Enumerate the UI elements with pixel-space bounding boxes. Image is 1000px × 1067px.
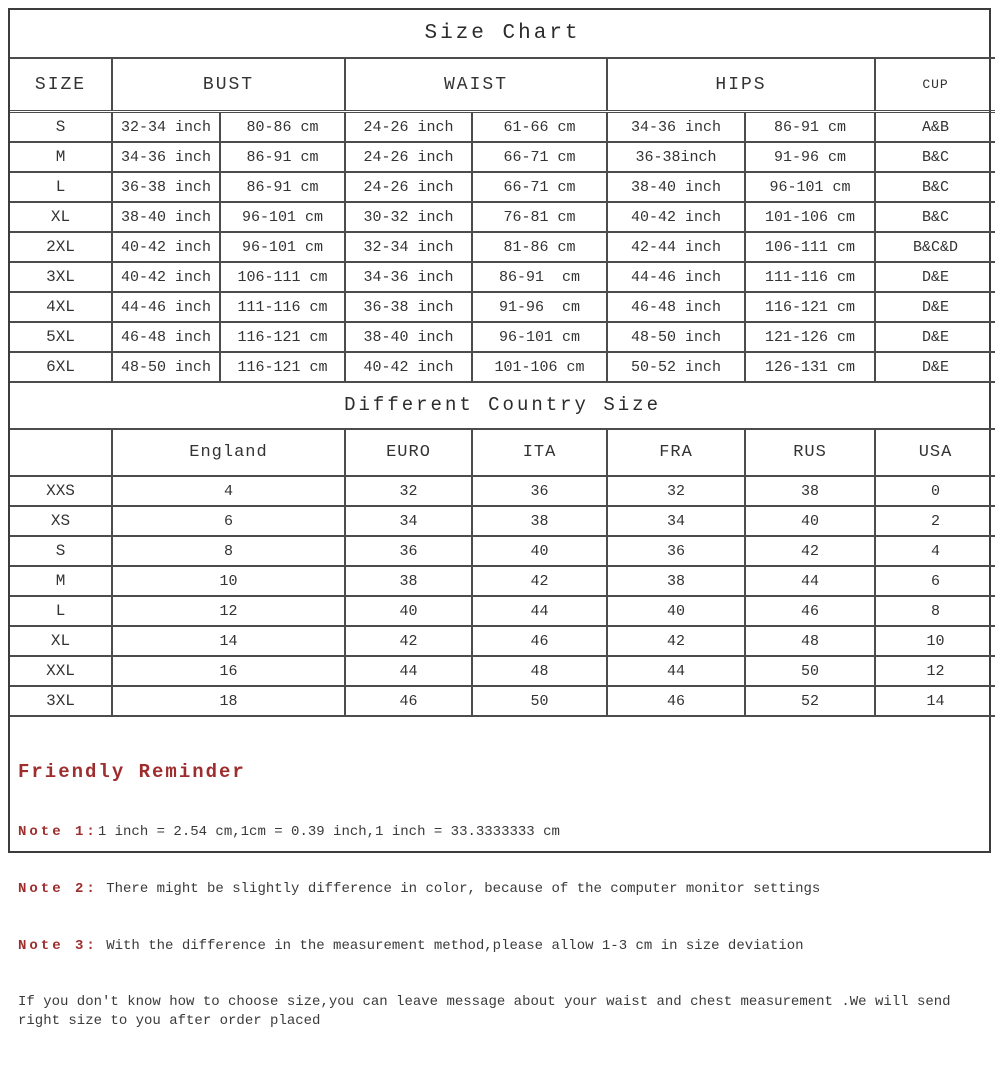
hips-cm-cell: 86-91 cm <box>745 112 875 143</box>
hips-cm-cell: 91-96 cm <box>745 142 875 172</box>
note-3 <box>18 936 979 957</box>
usa-cell: 4 <box>875 536 995 566</box>
waist-cm-cell: 101-106 cm <box>472 352 607 382</box>
table-row <box>10 626 995 656</box>
size-cell: XS <box>10 506 112 536</box>
hips-cm-cell: 111-116 cm <box>745 262 875 292</box>
england-cell: 18 <box>112 686 345 716</box>
hips-inch-cell: 42-44 inch <box>607 232 745 262</box>
bust-inch-cell: 38-40 inch <box>112 202 220 232</box>
size-cell: 3XL <box>10 686 112 716</box>
ita-cell: 42 <box>472 566 607 596</box>
rus-cell: 52 <box>745 686 875 716</box>
fra-cell: 36 <box>607 536 745 566</box>
size-cell: 2XL <box>10 232 112 262</box>
fra-cell: 38 <box>607 566 745 596</box>
rus-cell: 46 <box>745 596 875 626</box>
size-cell: 6XL <box>10 352 112 382</box>
waist-inch-cell: 24-26 inch <box>345 112 472 143</box>
header-euro: EURO <box>345 429 472 476</box>
table-row <box>10 322 995 352</box>
size-cell: 4XL <box>10 292 112 322</box>
cup-cell: B&C <box>875 202 995 232</box>
size-cell: L <box>10 596 112 626</box>
hips-inch-cell: 50-52 inch <box>607 352 745 382</box>
usa-cell: 12 <box>875 656 995 686</box>
bust-inch-cell: 32-34 inch <box>112 112 220 143</box>
waist-inch-cell: 24-26 inch <box>345 142 472 172</box>
table-row <box>10 566 995 596</box>
note-1-label: Note 1: <box>18 824 98 840</box>
fra-cell: 34 <box>607 506 745 536</box>
hips-cm-cell: 126-131 cm <box>745 352 875 382</box>
fra-cell: 40 <box>607 596 745 626</box>
table-row <box>10 232 995 262</box>
waist-inch-cell: 34-36 inch <box>345 262 472 292</box>
usa-cell: 0 <box>875 476 995 506</box>
england-cell: 16 <box>112 656 345 686</box>
ita-cell: 40 <box>472 536 607 566</box>
fra-cell: 44 <box>607 656 745 686</box>
euro-cell: 34 <box>345 506 472 536</box>
note-3-text: With the difference in the measurement method,please allow 1-3 cm in size deviation <box>97 938 804 954</box>
waist-inch-cell: 32-34 inch <box>345 232 472 262</box>
header-bust: BUST <box>112 58 345 112</box>
euro-cell: 46 <box>345 686 472 716</box>
usa-cell: 10 <box>875 626 995 656</box>
euro-cell: 42 <box>345 626 472 656</box>
note-3-label: Note 3: <box>18 938 98 954</box>
rus-cell: 40 <box>745 506 875 536</box>
size-chart-title: Size Chart <box>10 10 995 58</box>
size-cell: XXS <box>10 476 112 506</box>
size-cell: M <box>10 142 112 172</box>
table-row <box>10 172 995 202</box>
euro-cell: 36 <box>345 536 472 566</box>
size-cell: XL <box>10 202 112 232</box>
england-cell: 4 <box>112 476 345 506</box>
header-hips: HIPS <box>607 58 875 112</box>
notes-section <box>10 717 989 1067</box>
size-cell: S <box>10 536 112 566</box>
bust-cm-cell: 86-91 cm <box>220 172 345 202</box>
rus-cell: 50 <box>745 656 875 686</box>
hips-inch-cell: 36-38inch <box>607 142 745 172</box>
header-size: SIZE <box>10 58 112 112</box>
fra-cell: 46 <box>607 686 745 716</box>
bust-inch-cell: 40-42 inch <box>112 232 220 262</box>
usa-cell: 8 <box>875 596 995 626</box>
header-waist: WAIST <box>345 58 607 112</box>
country-size-table <box>10 381 995 717</box>
fra-cell: 42 <box>607 626 745 656</box>
country-size-title-row <box>10 381 995 429</box>
note-footer: If you don't know how to choose size,you can leave message about your waist and chest measurement .We will send right size to you after order placed <box>18 994 959 1029</box>
header-cup: CUP <box>875 58 995 112</box>
hips-inch-cell: 46-48 inch <box>607 292 745 322</box>
ita-cell: 44 <box>472 596 607 626</box>
friendly-reminder-heading: Friendly Reminder <box>18 761 246 783</box>
ita-cell: 38 <box>472 506 607 536</box>
waist-cm-cell: 86-91 cm <box>472 262 607 292</box>
hips-inch-cell: 40-42 inch <box>607 202 745 232</box>
table-row <box>10 142 995 172</box>
waist-cm-cell: 61-66 cm <box>472 112 607 143</box>
england-cell: 8 <box>112 536 345 566</box>
table-row <box>10 686 995 716</box>
table-row <box>10 352 995 382</box>
england-cell: 12 <box>112 596 345 626</box>
country-header-row <box>10 429 995 476</box>
note-2 <box>18 879 979 900</box>
cup-cell: B&C <box>875 142 995 172</box>
hips-cm-cell: 121-126 cm <box>745 322 875 352</box>
bust-cm-cell: 96-101 cm <box>220 232 345 262</box>
hips-cm-cell: 106-111 cm <box>745 232 875 262</box>
cup-cell: B&C&D <box>875 232 995 262</box>
cup-cell: B&C <box>875 172 995 202</box>
size-cell: 5XL <box>10 322 112 352</box>
hips-inch-cell: 48-50 inch <box>607 322 745 352</box>
ita-cell: 46 <box>472 626 607 656</box>
cup-cell: D&E <box>875 262 995 292</box>
euro-cell: 38 <box>345 566 472 596</box>
bust-cm-cell: 116-121 cm <box>220 352 345 382</box>
hips-cm-cell: 101-106 cm <box>745 202 875 232</box>
table-row <box>10 292 995 322</box>
size-chart-header-row <box>10 58 995 112</box>
header-england: England <box>112 429 345 476</box>
cup-cell: D&E <box>875 292 995 322</box>
size-chart-title-row <box>10 10 995 58</box>
bust-cm-cell: 96-101 cm <box>220 202 345 232</box>
bust-inch-cell: 36-38 inch <box>112 172 220 202</box>
usa-cell: 6 <box>875 566 995 596</box>
bust-cm-cell: 86-91 cm <box>220 142 345 172</box>
hips-inch-cell: 38-40 inch <box>607 172 745 202</box>
england-cell: 14 <box>112 626 345 656</box>
size-chart-sheet <box>8 8 991 1029</box>
usa-cell: 2 <box>875 506 995 536</box>
euro-cell: 32 <box>345 476 472 506</box>
hips-inch-cell: 34-36 inch <box>607 112 745 143</box>
table-row <box>10 202 995 232</box>
table-row <box>10 506 995 536</box>
bust-inch-cell: 48-50 inch <box>112 352 220 382</box>
table-row <box>10 476 995 506</box>
size-cell: XXL <box>10 656 112 686</box>
header-usa: USA <box>875 429 995 476</box>
cup-cell: D&E <box>875 322 995 352</box>
waist-cm-cell: 66-71 cm <box>472 172 607 202</box>
rus-cell: 44 <box>745 566 875 596</box>
table-row <box>10 262 995 292</box>
england-cell: 6 <box>112 506 345 536</box>
bust-inch-cell: 40-42 inch <box>112 262 220 292</box>
bust-cm-cell: 111-116 cm <box>220 292 345 322</box>
bust-cm-cell: 80-86 cm <box>220 112 345 143</box>
bust-inch-cell: 44-46 inch <box>112 292 220 322</box>
note-2-text: There might be slightly difference in color, because of the computer monitor settings <box>97 881 821 897</box>
rus-cell: 48 <box>745 626 875 656</box>
header-blank <box>10 429 112 476</box>
euro-cell: 44 <box>345 656 472 686</box>
size-cell: L <box>10 172 112 202</box>
note-2-label: Note 2: <box>18 881 98 897</box>
england-cell: 10 <box>112 566 345 596</box>
bust-inch-cell: 34-36 inch <box>112 142 220 172</box>
bust-cm-cell: 116-121 cm <box>220 322 345 352</box>
rus-cell: 38 <box>745 476 875 506</box>
hips-cm-cell: 96-101 cm <box>745 172 875 202</box>
size-cell: XL <box>10 626 112 656</box>
header-rus: RUS <box>745 429 875 476</box>
ita-cell: 36 <box>472 476 607 506</box>
usa-cell: 14 <box>875 686 995 716</box>
header-fra: FRA <box>607 429 745 476</box>
cup-cell: A&B <box>875 112 995 143</box>
table-row <box>10 536 995 566</box>
fra-cell: 32 <box>607 476 745 506</box>
waist-inch-cell: 30-32 inch <box>345 202 472 232</box>
size-cell: M <box>10 566 112 596</box>
table-row <box>10 596 995 626</box>
bust-inch-cell: 46-48 inch <box>112 322 220 352</box>
country-size-title: Different Country Size <box>10 381 995 429</box>
note-1-text: 1 inch = 2.54 cm,1cm = 0.39 inch,1 inch = 33.3333333 cm <box>97 824 560 840</box>
ita-cell: 48 <box>472 656 607 686</box>
waist-inch-cell: 24-26 inch <box>345 172 472 202</box>
rus-cell: 42 <box>745 536 875 566</box>
waist-cm-cell: 96-101 cm <box>472 322 607 352</box>
waist-inch-cell: 36-38 inch <box>345 292 472 322</box>
waist-cm-cell: 91-96 cm <box>472 292 607 322</box>
size-chart-table <box>10 10 995 383</box>
table-row <box>10 656 995 686</box>
note-1 <box>18 822 979 843</box>
table-row <box>10 112 995 143</box>
waist-cm-cell: 66-71 cm <box>472 142 607 172</box>
waist-inch-cell: 38-40 inch <box>345 322 472 352</box>
size-cell: 3XL <box>10 262 112 292</box>
waist-cm-cell: 81-86 cm <box>472 232 607 262</box>
ita-cell: 50 <box>472 686 607 716</box>
bust-cm-cell: 106-111 cm <box>220 262 345 292</box>
hips-inch-cell: 44-46 inch <box>607 262 745 292</box>
cup-cell: D&E <box>875 352 995 382</box>
size-cell: S <box>10 112 112 143</box>
hips-cm-cell: 116-121 cm <box>745 292 875 322</box>
waist-inch-cell: 40-42 inch <box>345 352 472 382</box>
header-ita: ITA <box>472 429 607 476</box>
euro-cell: 40 <box>345 596 472 626</box>
waist-cm-cell: 76-81 cm <box>472 202 607 232</box>
